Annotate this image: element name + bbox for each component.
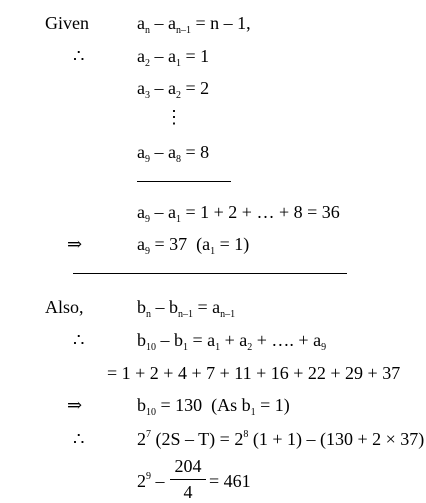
fraction-numerator: 204: [174, 456, 202, 476]
therefore-symbol: ∴: [73, 330, 85, 350]
sum-rule: [137, 181, 231, 182]
equation-power-two: $2^7$ $(2S - T) = 2^8$ (1 + 1) – (130 + 2 × 37): [137, 429, 425, 449]
equation-recurrence-a: $a_n - a_{n-1} = n - 1$,: [137, 13, 251, 36]
section-divider: [73, 273, 347, 274]
equation-sum-values: = 1 + 2 + 4 + 7 + 11 + 16 + 22 + 29 + 37: [107, 363, 401, 383]
equation-recurrence-b: $b_n - b_{n-1} = a_{n-1}$: [137, 297, 236, 320]
fraction-bar: [170, 479, 206, 480]
equation-b10-value: $b_{10} = 130$ (As $b_1 = 1$): [137, 395, 290, 418]
equation-a2-a1: $a_2 - a_1 = 1$: [137, 46, 210, 69]
vertical-ellipsis: ⋮: [165, 107, 183, 127]
equation-final-base: $2^9$ –: [137, 471, 165, 491]
equation-a9-value: $a_9 = 37$ $(a_1 = 1)$: [137, 234, 250, 257]
therefore-symbol: ∴: [73, 429, 85, 449]
equation-a3-a2: $a_3 - a_2 = 2$: [137, 78, 210, 101]
implies-symbol: ⇒: [67, 395, 83, 415]
fraction-denominator: 4: [183, 482, 193, 502]
therefore-symbol: ∴: [73, 46, 85, 66]
equation-a9-a1-sum: $a_9 - a_1 = 1 + 2$ + … + 8 = 36: [137, 202, 340, 225]
also-label: Also,: [45, 297, 84, 317]
equation-final-result: = 461: [209, 471, 251, 491]
implies-symbol: ⇒: [67, 234, 83, 254]
equation-a9-a8: $a_9 - a_8 = 8$: [137, 142, 210, 165]
equation-b10-b1: $b_{10} - b_1 = a_1 + a_2$ + …. + $a_9$: [137, 330, 327, 353]
fraction: [170, 456, 206, 503]
given-label: Given: [45, 13, 89, 33]
